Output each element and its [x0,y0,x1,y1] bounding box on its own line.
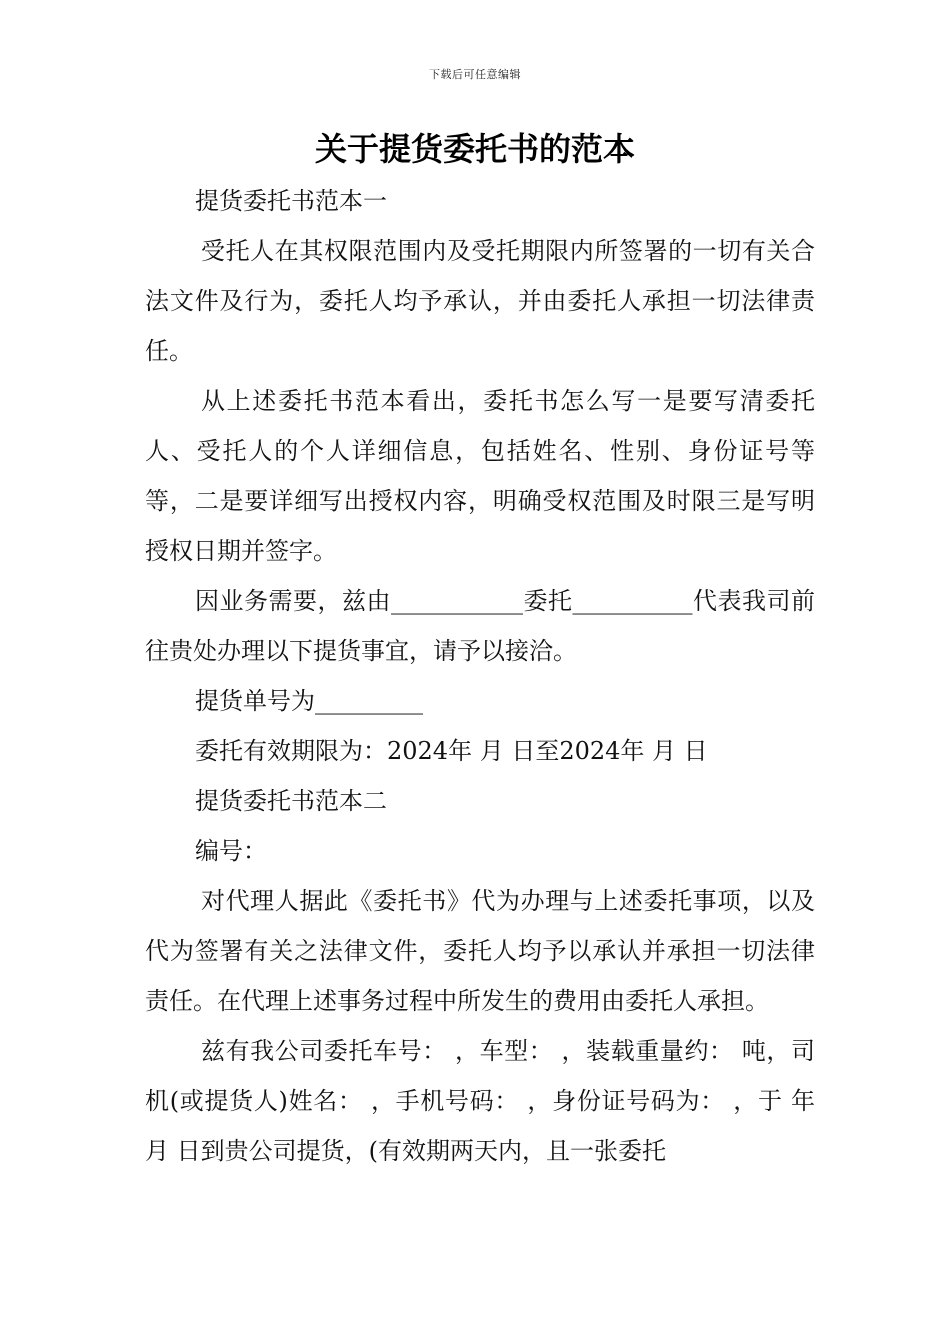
paragraph-how-to-write: 从上述委托书范本看出，委托书怎么写一是要写清委托人、受托人的个人详细信息，包括姓名、性别、身份证号等等，二是要详细写出授权内容，明确受权范围及时限三是写明授权日期并签字。 [145,387,815,565]
section-heading-sample-one: 提货委托书范本一 [195,187,387,215]
paragraph-vehicle-info: 兹有我公司委托车号： ，车型： ，装载重量约： 吨，司机(或提货人)姓名： ，手机号码： ，身份证号码为： ，于 年 月 日到贵公司提货，(有效期两天内，且一张委托 [145,1037,815,1165]
section-heading-sample-two: 提货委托书范本二 [195,787,387,815]
document-title: 关于提货委托书的范本 [314,130,635,168]
paragraph-liability: 受托人在其权限范围内及受托期限内所签署的一切有关合法文件及行为，委托人均予承认，并由委托人承担一切法律责任。 [145,237,815,365]
paragraph-agent-liability: 对代理人据此《委托书》代为办理与上述委托事项，以及代为签署有关之法律文件，委托人均予以承认并承担一切法律责任。在代理上述事务过程中所发生的费用由委托人承担。 [145,887,815,1015]
paragraph-validity-period: 委托有效期限为：2024年 月 日至2024年 月 日 [195,737,708,765]
paragraph-serial-number: 编号： [195,837,267,865]
paragraph-delivery-number: 提货单号为_________ [195,687,423,715]
paragraph-authorization: 因业务需要，兹由___________委托__________代表我司前往贵处办理以下提货事宜，请予以接洽。 [145,587,815,665]
document-body [145,176,815,1176]
header-note: 下载后可任意编辑 [429,68,521,81]
